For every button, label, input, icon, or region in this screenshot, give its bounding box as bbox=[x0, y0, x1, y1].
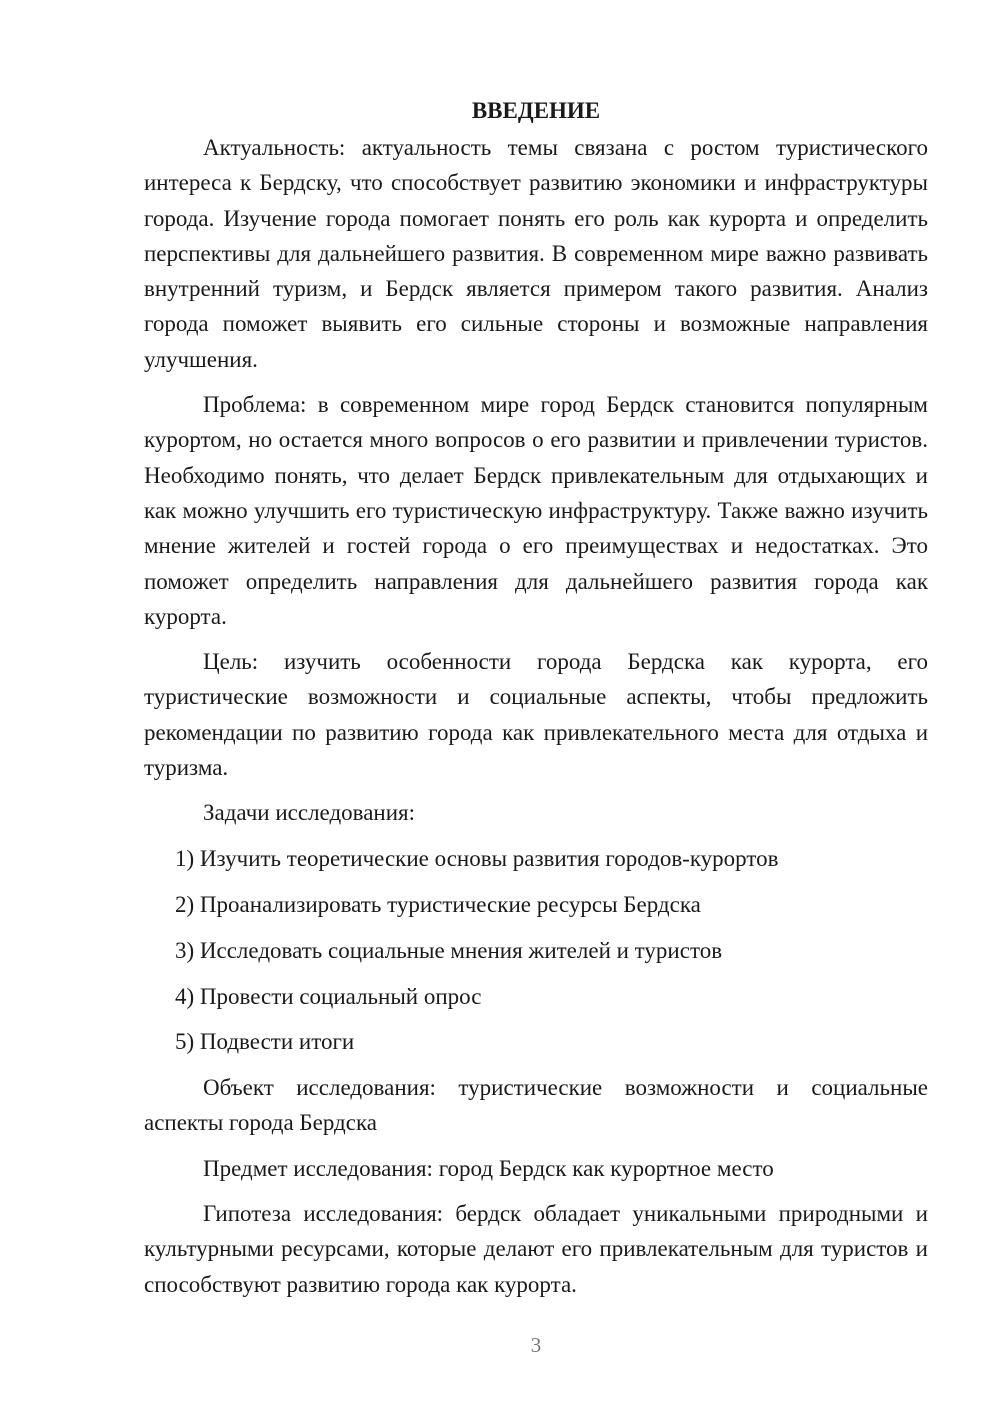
paragraph-goal: Цель: изучить особенности города Бердска как курорта, его туристические возможности и социальные аспекты, чтобы предложить рекомендации по развитию города как привлекательного места для отдыха и туризма. bbox=[144, 649, 928, 781]
list-item: 3) Исследовать социальные мнения жителей и туристов bbox=[175, 937, 723, 963]
list-item: 5) Подвести итоги bbox=[175, 1029, 355, 1055]
page-number: 3 bbox=[530, 1333, 542, 1357]
paragraph-problem: Проблема: в современном мире город Бердск становится популярным курортом, но остается много вопросов о его развитии и привлечении туристов. Необходимо понять, что делает Бердск привлекательным для отдыхающих и как можно улучшить его туристическую инфраструктуру. Также важно изучить мнение жителей и гостей города о его преимуществах и недостатках. Это поможет определить направления для дальнейшего развития города как курорта. bbox=[144, 392, 928, 629]
list-item: 1) Изучить теоретические основы развития городов-курортов bbox=[175, 846, 779, 872]
section-title: ВВЕДЕНИЕ bbox=[471, 98, 601, 123]
list-item: 4) Провести социальный опрос bbox=[175, 983, 482, 1009]
document-body bbox=[144, 93, 928, 1312]
paragraph-hypothesis: Гипотеза исследования: бердск обладает уникальными природными и культурными ресурсами, которые делают его привлекательным для туристов и способствуют развитию города как курорта. bbox=[144, 1201, 928, 1297]
tasks-heading: Задачи исследования: bbox=[203, 800, 416, 826]
tasks-list bbox=[144, 841, 928, 1059]
paragraph-relevance: Актуальность: актуальность темы связана с ростом туристического интереса к Бердску, что способствует развитию экономики и инфраструктуры города. Изучение города помогает понять его роль как курорта и определить перспективы для дальнейшего развития. В современном мире важно развивать внутренний туризм, и Бердск является примером такого развития. Анализ города поможет выявить его сильные стороны и возможные направления улучшения. bbox=[144, 135, 928, 372]
list-item: 2) Проанализировать туристические ресурсы Бердска bbox=[175, 891, 701, 917]
paragraph-object: Объект исследования: туристические возможности и социальные аспекты города Бердска bbox=[144, 1075, 928, 1136]
paragraph-subject: Предмет исследования: город Бердск как курортное место bbox=[203, 1155, 774, 1181]
